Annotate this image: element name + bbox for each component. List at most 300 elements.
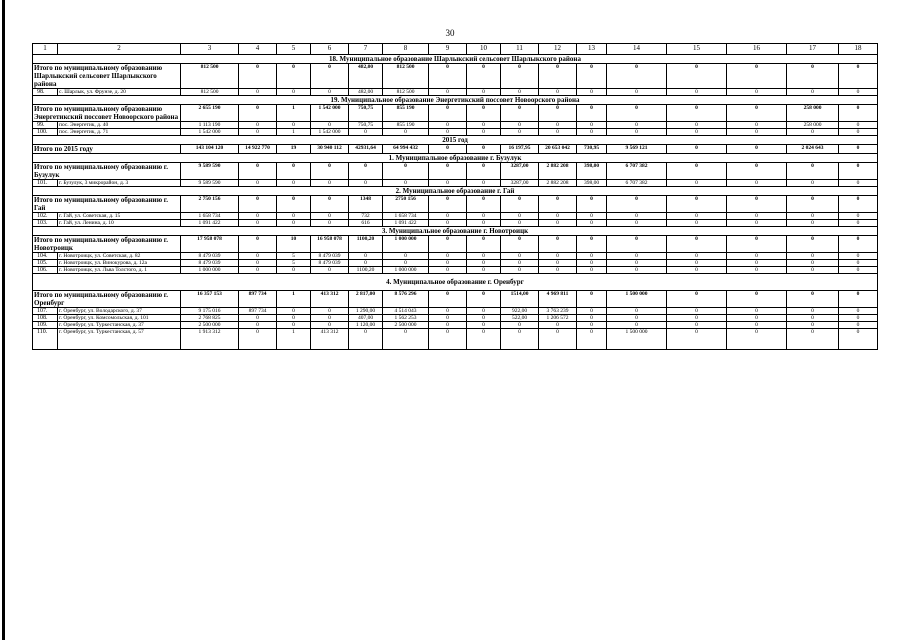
row-number: 98. <box>33 89 58 96</box>
value-cell: 1 113 190 <box>181 122 239 129</box>
value-cell: 0 <box>607 122 667 129</box>
value-cell: 2 817,00 <box>349 291 383 308</box>
value-cell: 0 <box>787 64 839 89</box>
value-cell: 0 <box>727 163 787 180</box>
column-number-cell: 14 <box>607 44 667 55</box>
value-cell: 0 <box>501 260 539 267</box>
table-row <box>33 253 878 260</box>
value-cell: 897 734 <box>239 308 277 315</box>
row-number: 103. <box>33 220 58 227</box>
value-cell: 0 <box>607 196 667 213</box>
value-cell: 8 479 039 <box>311 253 349 260</box>
value-cell: 0 <box>501 89 539 96</box>
value-cell: 0 <box>239 220 277 227</box>
value-cell: 0 <box>539 196 577 213</box>
column-number-cell: 12 <box>539 44 577 55</box>
value-cell: 9 175 016 <box>181 308 239 315</box>
value-cell: 0 <box>239 236 277 253</box>
value-cell: 1 658 734 <box>181 213 239 220</box>
total-row <box>33 145 878 154</box>
value-cell: 0 <box>727 291 787 308</box>
value-cell: 0 <box>277 213 311 220</box>
value-cell: 0 <box>577 315 607 322</box>
value-cell: 0 <box>429 163 467 180</box>
value-cell: 0 <box>467 291 501 308</box>
value-cell: 0 <box>539 322 577 329</box>
value-cell: 0 <box>727 145 787 154</box>
address-label: г. Оренбург, ул. Комсомольская, д. 101 <box>58 315 181 322</box>
value-cell: 0 <box>349 260 383 267</box>
value-cell: 0 <box>239 322 277 329</box>
address-label: пос. Энергетик, д. 40 <box>58 122 181 129</box>
value-cell: 0 <box>839 129 878 136</box>
value-cell: 0 <box>383 253 429 260</box>
value-cell: 20 653 042 <box>539 145 577 154</box>
value-cell: 0 <box>429 315 467 322</box>
value-cell: 0 <box>667 260 727 267</box>
row-number: 104. <box>33 253 58 260</box>
total-label: Итого по 2015 году <box>33 145 181 154</box>
value-cell: 398,00 <box>577 180 607 187</box>
value-cell: 0 <box>539 89 577 96</box>
total-row <box>33 236 878 253</box>
value-cell: 0 <box>349 163 383 180</box>
value-cell: 1 000 000 <box>383 236 429 253</box>
table-row <box>33 308 878 315</box>
value-cell: 0 <box>839 322 878 329</box>
row-number: 105. <box>33 260 58 267</box>
value-cell: 0 <box>787 180 839 187</box>
value-cell: 482,00 <box>349 89 383 96</box>
value-cell: 8 479 039 <box>181 260 239 267</box>
value-cell: 0 <box>501 267 539 274</box>
table-row <box>33 180 878 187</box>
address-label: г. Оренбург, ул. Туркестанская, д. 57 <box>58 329 181 350</box>
value-cell: 0 <box>577 122 607 129</box>
value-cell: 750,75 <box>349 122 383 129</box>
value-cell: 0 <box>787 89 839 96</box>
value-cell: 0 <box>311 122 349 129</box>
value-cell: 0 <box>577 329 607 350</box>
value-cell: 0 <box>839 220 878 227</box>
value-cell: 0 <box>607 308 667 315</box>
value-cell: 0 <box>277 196 311 213</box>
value-cell: 0 <box>239 122 277 129</box>
value-cell: 2 768 825 <box>181 315 239 322</box>
value-cell: 0 <box>539 64 577 89</box>
value-cell: 0 <box>277 267 311 274</box>
value-cell: 0 <box>607 64 667 89</box>
value-cell: 0 <box>429 291 467 308</box>
value-cell: 0 <box>839 89 878 96</box>
value-cell: 0 <box>727 129 787 136</box>
value-cell: 0 <box>667 329 727 350</box>
value-cell: 0 <box>607 220 667 227</box>
address-label: г. Бузулук, 3 микрорайон, д. 3 <box>58 180 181 187</box>
page-number: 30 <box>445 28 455 38</box>
value-cell: 0 <box>311 196 349 213</box>
value-cell: 0 <box>311 220 349 227</box>
value-cell: 0 <box>467 213 501 220</box>
section-header-row <box>33 55 878 64</box>
total-row <box>33 163 878 180</box>
value-cell: 0 <box>577 253 607 260</box>
row-number: 100. <box>33 129 58 136</box>
total-label: Итого по муниципальному образованию г. Оренбург <box>33 291 181 308</box>
value-cell: 0 <box>311 163 349 180</box>
value-cell: 0 <box>239 315 277 322</box>
value-cell: 0 <box>787 253 839 260</box>
value-cell: 16 958 078 <box>311 236 349 253</box>
total-label: Итого по муниципальному образованию г. Бузулук <box>33 163 181 180</box>
section-title: 2015 год <box>33 136 878 145</box>
value-cell: 0 <box>239 163 277 180</box>
value-cell: 0 <box>349 329 383 350</box>
value-cell: 0 <box>787 322 839 329</box>
value-cell: 0 <box>429 105 467 122</box>
value-cell: 0 <box>787 220 839 227</box>
value-cell: 0 <box>607 129 667 136</box>
address-label: с. Шарлык, ул. Фрунзе, д. 20 <box>58 89 181 96</box>
table-row <box>33 220 878 227</box>
value-cell: 0 <box>501 236 539 253</box>
value-cell: 0 <box>429 260 467 267</box>
value-cell: 0 <box>501 253 539 260</box>
value-cell: 0 <box>467 236 501 253</box>
value-cell: 0 <box>839 308 878 315</box>
value-cell: 0 <box>667 308 727 315</box>
table-row <box>33 213 878 220</box>
value-cell: 0 <box>383 129 429 136</box>
value-cell: 1 542 000 <box>181 129 239 136</box>
value-cell: 5 <box>277 260 311 267</box>
value-cell: 17 958 078 <box>181 236 239 253</box>
value-cell: 732 <box>349 213 383 220</box>
value-cell: 0 <box>467 196 501 213</box>
table-row <box>33 315 878 322</box>
value-cell: 855 190 <box>383 105 429 122</box>
value-cell: 1 658 734 <box>383 213 429 220</box>
value-cell: 0 <box>727 329 787 350</box>
value-cell: 0 <box>607 236 667 253</box>
value-cell: 0 <box>501 329 539 350</box>
value-cell: 1 <box>277 329 311 350</box>
value-cell: 2750 156 <box>383 196 429 213</box>
address-label: г. Оренбург, ул. Володарского, д. 37 <box>58 308 181 315</box>
value-cell: 0 <box>787 267 839 274</box>
section-header-row <box>33 136 878 145</box>
value-cell: 0 <box>429 253 467 260</box>
value-cell: 0 <box>787 129 839 136</box>
section-header-row <box>33 96 878 105</box>
value-cell: 0 <box>839 196 878 213</box>
column-number-cell: 10 <box>467 44 501 55</box>
value-cell: 10 <box>277 236 311 253</box>
section-header-row <box>33 187 878 196</box>
value-cell: 0 <box>429 196 467 213</box>
value-cell: 413 312 <box>311 291 349 308</box>
value-cell: 0 <box>839 213 878 220</box>
value-cell: 0 <box>467 308 501 315</box>
value-cell: 0 <box>277 322 311 329</box>
value-cell: 1 <box>277 105 311 122</box>
value-cell: 0 <box>501 129 539 136</box>
value-cell: 0 <box>501 220 539 227</box>
value-cell: 0 <box>277 64 311 89</box>
value-cell: 0 <box>577 291 607 308</box>
value-cell: 0 <box>727 315 787 322</box>
row-number: 99. <box>33 122 58 129</box>
value-cell: 0 <box>539 129 577 136</box>
value-cell: 0 <box>429 236 467 253</box>
value-cell: 19 <box>277 145 311 154</box>
value-cell: 64 994 432 <box>383 145 429 154</box>
value-cell: 0 <box>239 196 277 213</box>
value-cell: 1 542 000 <box>311 105 349 122</box>
value-cell: 0 <box>839 253 878 260</box>
value-cell: 0 <box>349 180 383 187</box>
value-cell: 0 <box>501 322 539 329</box>
value-cell: 0 <box>429 329 467 350</box>
value-cell: 0 <box>539 267 577 274</box>
value-cell: 0 <box>667 236 727 253</box>
value-cell: 0 <box>577 220 607 227</box>
column-number-cell: 18 <box>839 44 878 55</box>
value-cell: 0 <box>467 163 501 180</box>
address-label: г. Гай, ул. Ленина, д. 10 <box>58 220 181 227</box>
value-cell: 0 <box>667 253 727 260</box>
value-cell: 0 <box>539 213 577 220</box>
value-cell: 1514,00 <box>501 291 539 308</box>
value-cell: 0 <box>277 89 311 96</box>
value-cell: 897 734 <box>239 291 277 308</box>
total-label: Итого по муниципальному образованию Шарлыкский сельсовет Шарлыкского района <box>33 64 181 89</box>
value-cell: 1 542 000 <box>311 129 349 136</box>
value-cell: 0 <box>577 196 607 213</box>
value-cell: 0 <box>539 220 577 227</box>
value-cell: 8 479 039 <box>311 260 349 267</box>
address-label: г. Гай, ул. Советская, д. 15 <box>58 213 181 220</box>
value-cell: 0 <box>501 105 539 122</box>
value-cell: 0 <box>467 315 501 322</box>
total-row <box>33 105 878 122</box>
row-number: 109. <box>33 322 58 329</box>
value-cell: 0 <box>311 180 349 187</box>
column-number-cell: 9 <box>429 44 467 55</box>
value-cell: 0 <box>727 180 787 187</box>
value-cell: 258 000 <box>787 105 839 122</box>
value-cell: 0 <box>727 267 787 274</box>
value-cell: 0 <box>787 308 839 315</box>
value-cell: 0 <box>667 196 727 213</box>
column-number-cell: 7 <box>349 44 383 55</box>
value-cell: 0 <box>429 122 467 129</box>
value-cell: 5 <box>277 253 311 260</box>
value-cell: 616 <box>349 220 383 227</box>
value-cell: 0 <box>277 308 311 315</box>
value-cell: 0 <box>667 129 727 136</box>
value-cell: 0 <box>239 180 277 187</box>
value-cell: 0 <box>667 122 727 129</box>
value-cell: 0 <box>467 89 501 96</box>
value-cell: 0 <box>429 213 467 220</box>
value-cell: 413 312 <box>311 329 349 350</box>
column-number-cell: 4 <box>239 44 277 55</box>
value-cell: 0 <box>311 322 349 329</box>
value-cell: 0 <box>311 267 349 274</box>
row-number: 102. <box>33 213 58 220</box>
total-label: Итого по муниципальному образованию Энергетикский поссовет Новоорского района <box>33 105 181 122</box>
value-cell: 0 <box>239 105 277 122</box>
section-title: 18. Муниципальное образование Шарлыкский сельсовет Шарлыкского района <box>33 55 878 64</box>
value-cell: 0 <box>429 220 467 227</box>
value-cell: 750,75 <box>349 105 383 122</box>
value-cell: 14 922 770 <box>239 145 277 154</box>
value-cell: 0 <box>727 260 787 267</box>
value-cell: 6 707 382 <box>607 180 667 187</box>
value-cell: 0 <box>467 122 501 129</box>
value-cell: 0 <box>607 260 667 267</box>
value-cell: 2 500 000 <box>181 322 239 329</box>
table-row <box>33 122 878 129</box>
value-cell: 0 <box>727 220 787 227</box>
value-cell: 0 <box>839 315 878 322</box>
value-cell: 0 <box>839 236 878 253</box>
value-cell: 0 <box>667 180 727 187</box>
value-cell: 0 <box>577 322 607 329</box>
value-cell: 0 <box>467 322 501 329</box>
total-label: Итого по муниципальному образованию г. Гай <box>33 196 181 213</box>
value-cell: 1 <box>277 291 311 308</box>
value-cell: 0 <box>349 253 383 260</box>
value-cell: 16 197,95 <box>501 145 539 154</box>
column-number-cell: 1 <box>33 44 58 55</box>
column-number-cell: 11 <box>501 44 539 55</box>
value-cell: 0 <box>467 180 501 187</box>
value-cell: 3287,00 <box>501 163 539 180</box>
table-row <box>33 260 878 267</box>
value-cell: 0 <box>429 308 467 315</box>
value-cell: 0 <box>577 308 607 315</box>
column-number-cell: 6 <box>311 44 349 55</box>
table-row <box>33 322 878 329</box>
value-cell: 0 <box>607 105 667 122</box>
value-cell: 2 882 208 <box>539 180 577 187</box>
value-cell: 0 <box>727 196 787 213</box>
value-cell: 0 <box>839 64 878 89</box>
value-cell: 0 <box>727 308 787 315</box>
value-cell: 4 969 811 <box>539 291 577 308</box>
value-cell: 812 500 <box>383 89 429 96</box>
section-title: 4. Муниципальное образование г. Оренбург <box>33 274 878 291</box>
value-cell: 0 <box>667 163 727 180</box>
address-label: г. Новотроицк, ул. Советская, д. 82 <box>58 253 181 260</box>
value-cell: 4 514 043 <box>383 308 429 315</box>
value-cell: 0 <box>467 129 501 136</box>
value-cell: 0 <box>467 329 501 350</box>
value-cell: 0 <box>787 260 839 267</box>
value-cell: 0 <box>277 315 311 322</box>
value-cell: 0 <box>667 145 727 154</box>
value-cell: 0 <box>501 64 539 89</box>
value-cell: 0 <box>467 145 501 154</box>
value-cell: 0 <box>787 236 839 253</box>
value-cell: 0 <box>429 180 467 187</box>
total-label: Итого по муниципальному образованию г. Новотроицк <box>33 236 181 253</box>
value-cell: 0 <box>311 64 349 89</box>
column-number-cell: 15 <box>667 44 727 55</box>
value-cell: 9 589 590 <box>181 180 239 187</box>
value-cell: 730,95 <box>577 145 607 154</box>
value-cell: 1 206 572 <box>539 315 577 322</box>
value-cell: 0 <box>501 196 539 213</box>
value-cell: 522,00 <box>501 315 539 322</box>
value-cell: 8 576 296 <box>383 291 429 308</box>
value-cell: 1348 <box>349 196 383 213</box>
value-cell: 0 <box>577 236 607 253</box>
value-cell: 0 <box>727 105 787 122</box>
value-cell: 812 500 <box>383 64 429 89</box>
address-label: г. Оренбург, ул. Туркестанская, д. 37 <box>58 322 181 329</box>
value-cell: 16 357 153 <box>181 291 239 308</box>
value-cell: 0 <box>839 329 878 350</box>
column-number-row <box>33 44 878 55</box>
value-cell: 0 <box>429 89 467 96</box>
address-label: г. Новотроицк, ул. Винокурова, д. 12а <box>58 260 181 267</box>
value-cell: 0 <box>239 129 277 136</box>
value-cell: 30 940 112 <box>311 145 349 154</box>
value-cell: 0 <box>727 322 787 329</box>
table-row <box>33 129 878 136</box>
value-cell: 0 <box>539 122 577 129</box>
value-cell: 0 <box>239 89 277 96</box>
value-cell: 2 500 000 <box>383 322 429 329</box>
value-cell: 0 <box>467 253 501 260</box>
value-cell: 0 <box>839 105 878 122</box>
value-cell: 0 <box>727 122 787 129</box>
value-cell: 0 <box>467 64 501 89</box>
value-cell: 0 <box>667 213 727 220</box>
value-cell: 398,00 <box>577 163 607 180</box>
value-cell: 0 <box>577 260 607 267</box>
value-cell: 0 <box>383 163 429 180</box>
value-cell: 1 000 000 <box>181 267 239 274</box>
value-cell: 0 <box>727 213 787 220</box>
value-cell: 0 <box>607 89 667 96</box>
value-cell: 0 <box>577 213 607 220</box>
column-number-cell: 17 <box>787 44 839 55</box>
value-cell: 1 562 253 <box>383 315 429 322</box>
section-header-row <box>33 274 878 291</box>
value-cell: 0 <box>667 322 727 329</box>
row-number: 108. <box>33 315 58 322</box>
value-cell: 2 750 156 <box>181 196 239 213</box>
value-cell: 0 <box>311 213 349 220</box>
value-cell: 812 500 <box>181 89 239 96</box>
value-cell: 1100,20 <box>349 236 383 253</box>
value-cell: 0 <box>839 291 878 308</box>
value-cell: 1 091 422 <box>383 220 429 227</box>
value-cell: 0 <box>839 260 878 267</box>
value-cell: 1 500 000 <box>607 329 667 350</box>
value-cell: 0 <box>429 322 467 329</box>
value-cell: 922,00 <box>501 308 539 315</box>
value-cell: 0 <box>787 163 839 180</box>
value-cell: 0 <box>787 213 839 220</box>
column-number-cell: 5 <box>277 44 311 55</box>
value-cell: 0 <box>467 267 501 274</box>
value-cell: 9 569 121 <box>607 145 667 154</box>
